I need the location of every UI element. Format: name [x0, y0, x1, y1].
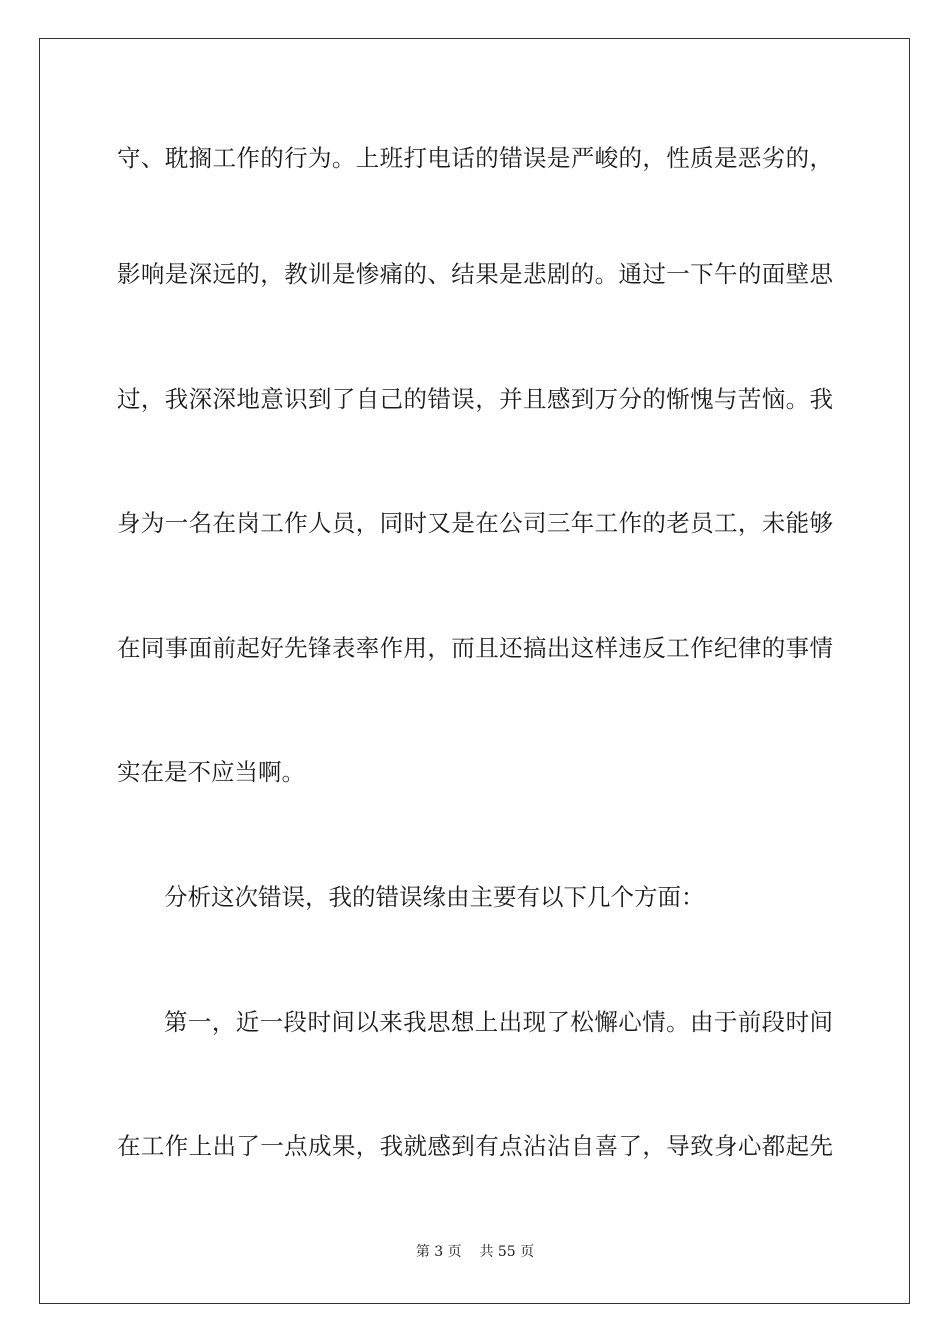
page-border: [39, 38, 910, 1304]
total-pages: 共 55 页: [479, 1244, 535, 1260]
page-footer: [0, 1243, 950, 1261]
paragraph-line: 分析这次错误，我的错误缘由主要有以下几个方面：: [164, 883, 705, 911]
paragraph-line: 过，我深深地意识到了自己的错误，并且感到万分的惭愧与苦恼。我: [117, 385, 833, 413]
paragraph-line: 守、耽搁工作的行为。上班打电话的错误是严峻的，性质是恶劣的，: [117, 144, 833, 172]
paragraph-line: 在同事面前起好先锋表率作用，而且还搞出这样违反工作纪律的事情: [117, 634, 833, 662]
page-number: 第 3 页: [415, 1244, 462, 1260]
paragraph-line: 实在是不应当啊。: [117, 758, 305, 786]
paragraph-line: 身为一名在岗工作人员，同时又是在公司三年工作的老员工，未能够: [117, 509, 833, 537]
paragraph-line: 影响是深远的，教训是惨痛的、结果是悲剧的。通过一下午的面壁思: [117, 260, 833, 288]
paragraph-line: 第一，近一段时间以来我思想上出现了松懈心情。由于前段时间: [164, 1008, 833, 1036]
paragraph-line: 在工作上出了一点成果，我就感到有点沾沾自喜了，导致身心都起先: [117, 1132, 833, 1160]
